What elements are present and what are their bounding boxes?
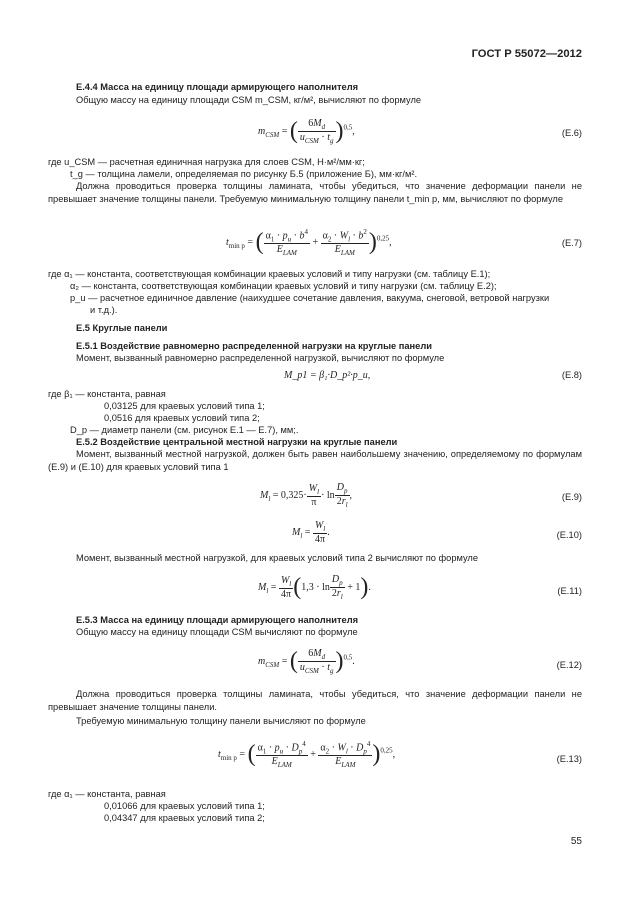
where-beta1: где β₁ — константа, равная	[48, 389, 166, 399]
type2-intro: Момент, вызванный местной нагрузкой, для краевых условий типа 2 вычисляют по формуле	[76, 553, 479, 563]
beta1-value-1: 0,03125 для краевых условий типа 1;	[104, 401, 265, 411]
section-e53-title: Е.5.3 Масса на единицу площади армирующего наполнителя	[76, 615, 359, 625]
section-e52-title: Е.5.2 Воздействие центральной местной нагрузки на круглые панели	[76, 437, 398, 447]
eq-number: (E.13)	[556, 754, 582, 764]
page-number: 55	[570, 836, 582, 847]
where-alpha1-b: где α₁ — константа, равная	[48, 789, 166, 799]
section-e53-intro: Общую массу на единицу площади CSM вычисляют по формуле	[76, 627, 358, 637]
paragraph-thickness-check-2: Должна проводиться проверка толщины ламината, чтобы убедиться, что значение деформации панели не превышает значение толщины панели.	[48, 689, 582, 713]
eq-number: (E.12)	[556, 660, 582, 670]
equation-e8: M_p1 = β₁·D_p²·p_u, (E.8)	[284, 370, 582, 381]
where-dp: D_p — диаметр панели (см. рисунок Е.1 — Е.7), мм;.	[70, 425, 299, 435]
equation-e7: $t_{min p}$ = ( $\frac{\alpha_1 \cdot p_u \cdot b^4}{E_{LAM}}$ + $\frac{\alpha_2 \cdot W_l \cdot b^2}{E_{LAM}}$ )$^{0,25}$, (E.7)	[226, 228, 582, 258]
document-code: ГОСТ Р 55072—2012	[471, 48, 582, 60]
section-e44-title: Е.4.4 Масса на единицу площади армирующего наполнителя	[76, 82, 359, 92]
paragraph-local-load: Момент, вызванный местной нагрузкой, должен быть равен наибольшему значению, определяемому по формулам (Е.9) и (Е.10) для краевых условий типа 1	[48, 449, 582, 473]
section-e5-title: Е.5 Круглые панели	[76, 323, 168, 333]
section-e44-intro: Общую массу на единицу площади CSM m_CSM, кг/м², вычисляют по формуле	[76, 95, 422, 105]
beta1-value-2: 0,0516 для краевых условий типа 2;	[104, 413, 260, 423]
where-tg: t_g — толщина ламели, определяемая по рисунку Б.5 (приложение Б), мм·кг/м².	[70, 169, 418, 179]
section-e51-title: Е.5.1 Воздействие равномерно распределенной нагрузки на круглые панели	[76, 341, 432, 351]
required-thickness-intro: Требуемую минимальную толщину панели вычисляют по формуле	[76, 716, 366, 726]
eq-number: (E.10)	[556, 530, 582, 540]
eq-number: (E.6)	[561, 128, 582, 138]
equation-e9: $M_l = 0,325\cdot$ $\frac{W_l}{\pi}$ · ln $\frac{D_p}{2r_l}$ , (E.9)	[260, 482, 582, 509]
eq-number: (E.11)	[557, 586, 582, 596]
eq-number: (E.8)	[561, 370, 582, 380]
where-u-csm: где u_CSM — расчетная единичная нагрузка для слоев CSM, Н·м²/мм·кг;	[48, 157, 365, 167]
alpha1-value-2: 0,04347 для краевых условий типа 2;	[104, 813, 265, 823]
section-e51-intro: Момент, вызванный равномерно распределенной нагрузкой, вычисляют по формуле	[76, 353, 445, 363]
where-alpha1: где α₁ — константа, соответствующая комбинации краевых условий и типу нагрузки (см. таблицу Е.1);	[48, 269, 491, 279]
where-pu-cont: и т.д.).	[90, 305, 118, 315]
eq-number: (E.7)	[561, 238, 582, 248]
where-pu: p_u — расчетное единичное давление (наихудшее сочетание давления, вакуума, снеговой, ветровой нагрузки	[70, 293, 550, 303]
where-alpha2: α₂ — константа, соответствующая комбинации краевых условий и типу нагрузки (см. таблицу Е.2);	[70, 281, 497, 291]
equation-e12: $m_{CSM}$ = ( $\frac{6M_d}{u_{CSM} \cdot t_g}$ )$^{0,5}$. (E.12)	[258, 648, 582, 675]
alpha1-value-1: 0,01066 для краевых условий типа 1;	[104, 801, 265, 811]
equation-e6: $m_{CSM}$ = ( $\frac{6M_d}{u_{CSM} \cdot t_g}$ )$^{0,5}$, (E.6)	[258, 118, 582, 145]
equation-e13: $t_{min p}$ = ( $\frac{\alpha_1 \cdot p_u \cdot D_p^4}{E_{LAM}}$ + $\frac{\alpha_2 \cdot W_l \cdot D_p^4}{E_{LAM}}$ )$^{0,25}$, (E.13)	[218, 740, 582, 770]
equation-e11: $M_l$ = $\frac{W_l}{4\pi}$ (1,3 · ln $\frac{D_p}{2r_l}$ + 1). (E.11)	[258, 574, 582, 601]
equation-e10: $M_l$ = $\frac{W_l}{4\pi}$ . (E.10)	[292, 520, 582, 545]
eq-number: (E.9)	[561, 492, 582, 502]
paragraph-thickness-check: Должна проводиться проверка толщины ламината, чтобы убедиться, что значение деформации панели не превышает значение толщины панели. Требуемую минимальную толщину панели t_min p, мм, вычисляют по формуле	[48, 181, 582, 205]
